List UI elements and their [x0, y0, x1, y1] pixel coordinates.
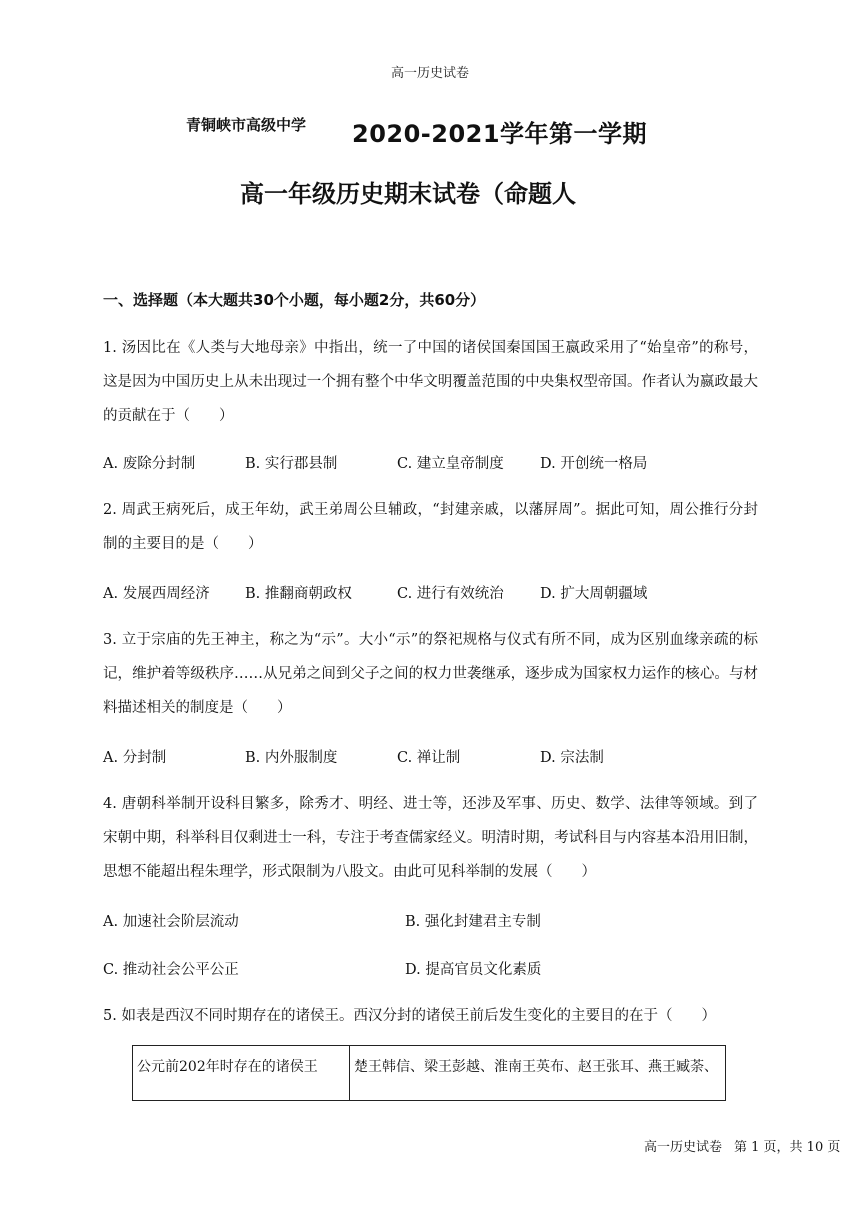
question-4-stem: 4. 唐朝科举制开设科目繁多，除秀才、明经、进士等，还涉及军事、历史、数学、法律等领域。到了宋朝中期，科举科目仅剩进士一科，专注于考查儒家经义。明清时期，考试科目与内容基本沿用旧制，思想不能超出程朱理学，形式限制为八股文。由此可见科举制的发展（ ）	[103, 796, 758, 880]
question-4-option-d: D. 提高官员文化素质	[405, 962, 542, 978]
question-4-option-a: A. 加速社会阶层流动	[103, 914, 239, 930]
question-1-option-c: C. 建立皇帝制度	[397, 456, 504, 472]
question-3-option-d: D. 宗法制	[540, 750, 604, 766]
question-2-option-d: D. 扩大周朝疆域	[540, 586, 648, 602]
question-4-options-row2	[103, 958, 763, 982]
question-2-stem: 2. 周武王病死后，成王年幼，武王弟周公旦辅政，“封建亲戚，以藩屏周”。据此可知，周公推行分封制的主要目的是（ ）	[103, 502, 758, 552]
term-title: 2020-2021学年第一学期	[352, 120, 648, 148]
table-row	[133, 1046, 726, 1101]
question-1-options	[103, 452, 763, 476]
question-4-options-row1	[103, 910, 763, 934]
question-2-option-b: B. 推翻商朝政权	[245, 586, 352, 602]
running-header: 高一历史试卷	[390, 66, 469, 81]
question-1-stem: 1. 汤因比在《人类与大地母亲》中指出，统一了中国的诸侯国秦国国王嬴政采用了“始皇帝”的称号，这是因为中国历史上从未出现过一个拥有整个中华文明覆盖范围的中央集权型帝国。作者认为嬴政最大的贡献在于（ ）	[103, 340, 758, 424]
footer-label: 高一历史试卷	[644, 1140, 723, 1155]
table-cell-label: 公元前202年时存在的诸侯王	[133, 1046, 350, 1101]
subtitle-clip	[240, 170, 640, 208]
question-1-option-a: A. 废除分封制	[103, 456, 196, 472]
question-3-option-c: C. 禅让制	[397, 750, 461, 766]
question-3-option-b: B. 内外服制度	[245, 750, 338, 766]
question-2-option-a: A. 发展西周经济	[103, 586, 210, 602]
question-5-stem: 5. 如表是西汉不同时期存在的诸侯王。西汉分封的诸侯王前后发生变化的主要目的在于（ ）	[103, 1008, 716, 1024]
section-title: 一、选择题（本大题共30个小题，每小题2分，共60分）	[103, 291, 486, 309]
question-4-option-b: B. 强化封建君主专制	[405, 914, 541, 930]
question-5-table	[132, 1045, 726, 1101]
question-2-option-c: C. 进行有效统治	[397, 586, 504, 602]
school-name: 青铜峡市高级中学	[186, 116, 307, 134]
question-4-option-c: C. 推动社会公平公正	[103, 962, 239, 978]
table-cell-value: 楚王韩信、梁王彭越、淮南王英布、赵王张耳、燕王臧荼、	[350, 1046, 726, 1101]
footer-page-number: 第 1 页，共 10 页	[734, 1140, 841, 1155]
question-3-options	[103, 746, 763, 770]
question-2-options	[103, 582, 763, 606]
exam-subtitle: 高一年级历史期末试卷（命题人	[240, 180, 576, 208]
question-3-stem: 3. 立于宗庙的先王神主，称之为“示”。大小“示”的祭祀规格与仪式有所不同，成为区别血缘亲疏的标记，维护着等级秩序……从兄弟之间到父子之间的权力世袭继承，逐步成为国家权力运作的核心。与材料描述相关的制度是（ ）	[103, 632, 758, 716]
question-3-option-a: A. 分封制	[103, 750, 167, 766]
question-1-option-b: B. 实行郡县制	[245, 456, 338, 472]
page-footer	[644, 1136, 852, 1155]
question-1-option-d: D. 开创统一格局	[540, 456, 648, 472]
